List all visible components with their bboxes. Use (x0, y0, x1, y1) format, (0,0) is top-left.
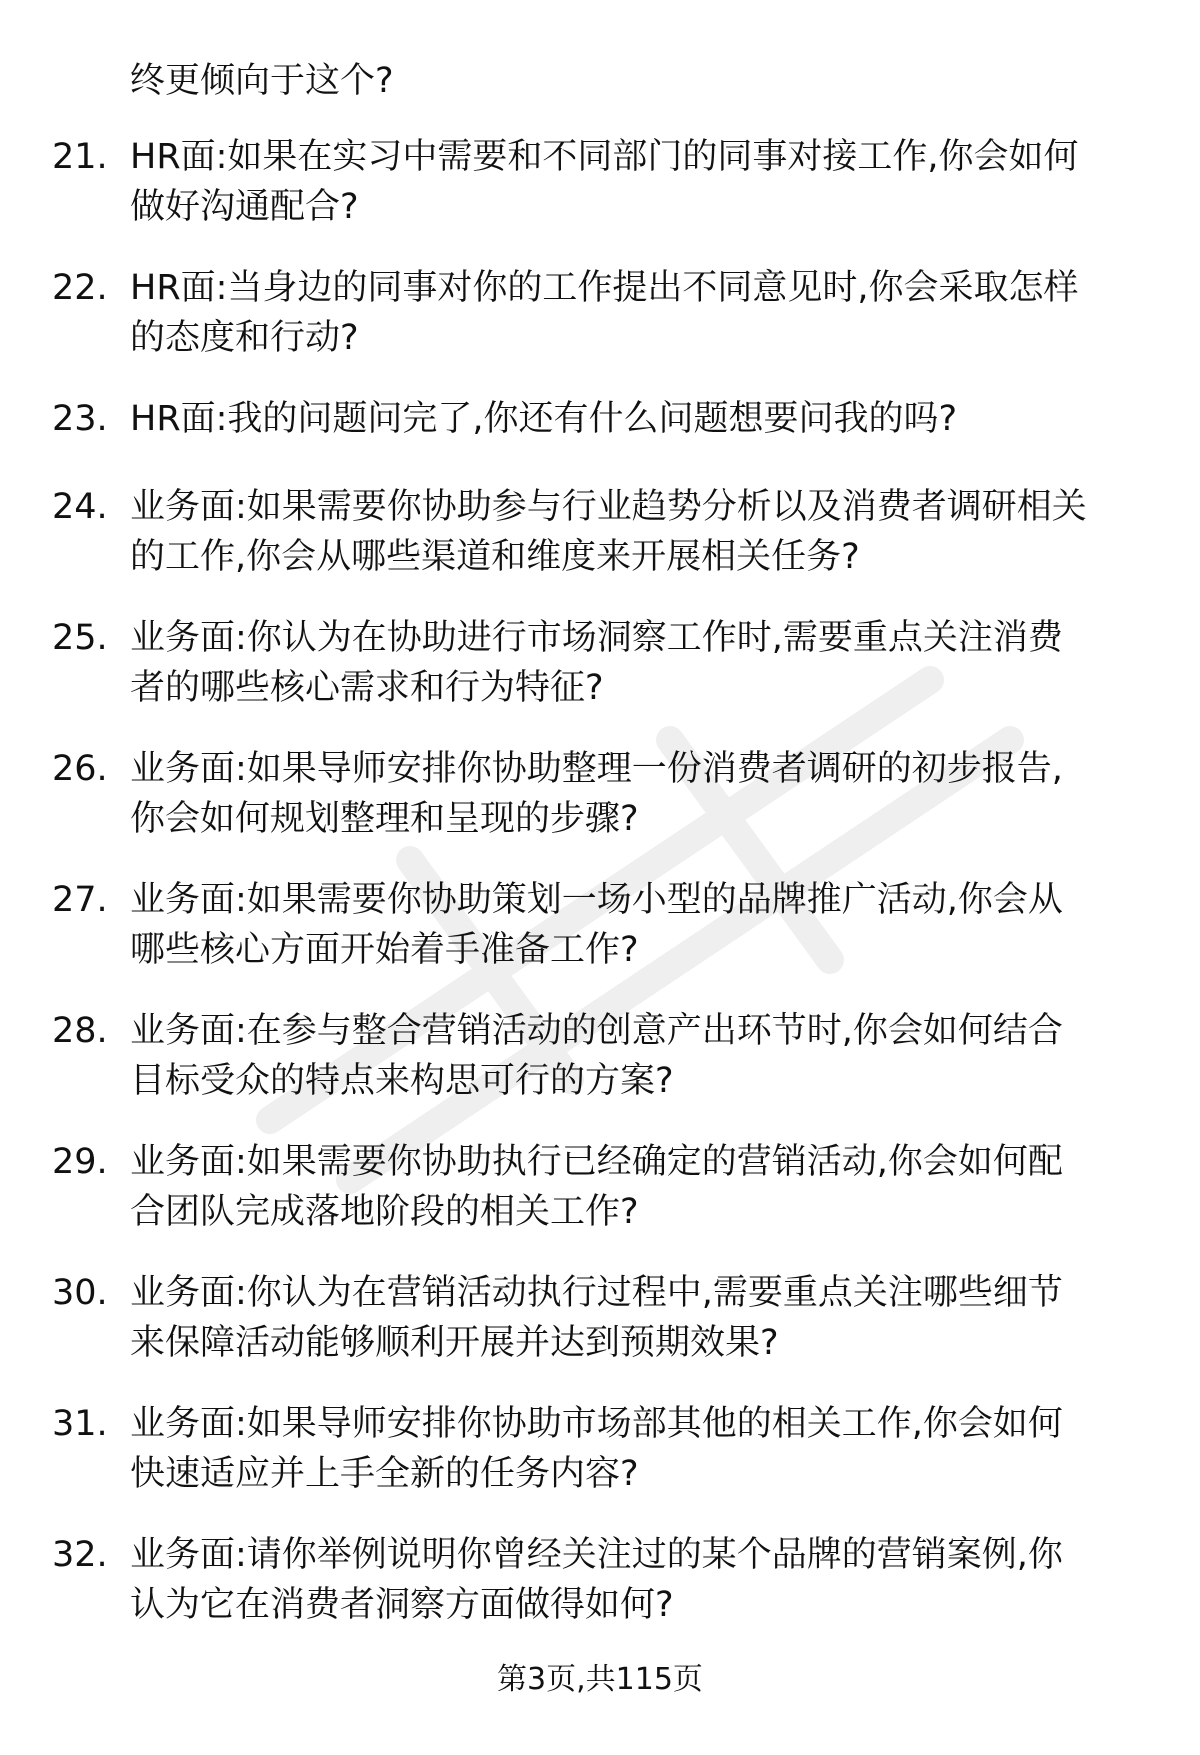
list-item (0, 875, 1200, 1006)
question-text (130, 1530, 1160, 1630)
question-text (130, 744, 1160, 844)
question-line: HR面:我的问题问完了,你还有什么问题想要问我的吗? (130, 399, 958, 439)
list-item (0, 1137, 1200, 1268)
list-item (0, 1006, 1200, 1137)
question-number: 27. (52, 880, 108, 920)
question-text (130, 1137, 1160, 1237)
question-line: 来保障活动能够顺利开展并达到预期效果? (130, 1323, 779, 1363)
continuation-text: 终更倾向于这个? (130, 61, 394, 101)
question-line: 认为它在消费者洞察方面做得如何? (130, 1585, 674, 1625)
question-line: 的工作,你会从哪些渠道和维度来开展相关任务? (130, 537, 860, 577)
question-number: 31. (52, 1404, 108, 1444)
question-text (130, 875, 1160, 975)
question-line: 业务面:如果导师安排你协助整理一份消费者调研的初步报告, (130, 749, 1063, 789)
list-item (0, 1268, 1200, 1399)
question-number: 30. (52, 1273, 108, 1313)
question-number: 26. (52, 749, 108, 789)
question-text (130, 132, 1160, 232)
question-line: 合团队完成落地阶段的相关工作? (130, 1192, 639, 1232)
question-text (130, 1399, 1160, 1499)
question-text (130, 613, 1160, 713)
question-line: 目标受众的特点来构思可行的方案? (130, 1061, 674, 1101)
list-item (0, 263, 1200, 394)
question-text (130, 263, 1160, 363)
list-item (0, 1399, 1200, 1530)
question-number: 25. (52, 618, 108, 658)
question-line: 的态度和行动? (130, 318, 359, 358)
question-number: 21. (52, 137, 108, 177)
question-text (130, 1268, 1160, 1368)
list-item (0, 744, 1200, 875)
question-number: 28. (52, 1011, 108, 1051)
list-item (0, 613, 1200, 744)
question-line: 业务面:在参与整合营销活动的创意产出环节时,你会如何结合 (130, 1011, 1063, 1051)
question-number: 23. (52, 399, 108, 439)
question-line: 你会如何规划整理和呈现的步骤? (130, 799, 639, 839)
question-line: 业务面:如果需要你协助策划一场小型的品牌推广活动,你会从 (130, 880, 1063, 920)
list-item (0, 1530, 1200, 1661)
question-number: 29. (52, 1142, 108, 1182)
question-number: 32. (52, 1535, 108, 1575)
question-line: 业务面:你认为在协助进行市场洞察工作时,需要重点关注消费 (130, 618, 1063, 658)
question-text (130, 394, 1160, 444)
question-line: HR面:当身边的同事对你的工作提出不同意见时,你会采取怎样 (130, 268, 1079, 308)
question-line: 哪些核心方面开始着手准备工作? (130, 930, 639, 970)
question-text (130, 482, 1160, 582)
list-item (0, 132, 1200, 263)
question-text (130, 1006, 1160, 1106)
question-line: 业务面:如果导师安排你协助市场部其他的相关工作,你会如何 (130, 1404, 1063, 1444)
question-list (0, 132, 1200, 1661)
question-line: 者的哪些核心需求和行为特征? (130, 668, 604, 708)
question-line: 业务面:请你举例说明你曾经关注过的某个品牌的营销案例,你 (130, 1535, 1063, 1575)
question-number: 24. (52, 487, 108, 527)
question-line: 业务面:如果需要你协助参与行业趋势分析以及消费者调研相关 (130, 487, 1087, 527)
list-item (0, 482, 1200, 613)
question-line: 业务面:你认为在营销活动执行过程中,需要重点关注哪些细节 (130, 1273, 1063, 1313)
question-line: 业务面:如果需要你协助执行已经确定的营销活动,你会如何配 (130, 1142, 1063, 1182)
page-footer: 第3页,共115页 (497, 1662, 703, 1697)
question-line: 做好沟通配合? (130, 187, 359, 227)
list-item (0, 394, 1200, 482)
question-line: 快速适应并上手全新的任务内容? (130, 1454, 639, 1494)
question-number: 22. (52, 268, 108, 308)
question-line: HR面:如果在实习中需要和不同部门的同事对接工作,你会如何 (130, 137, 1079, 177)
